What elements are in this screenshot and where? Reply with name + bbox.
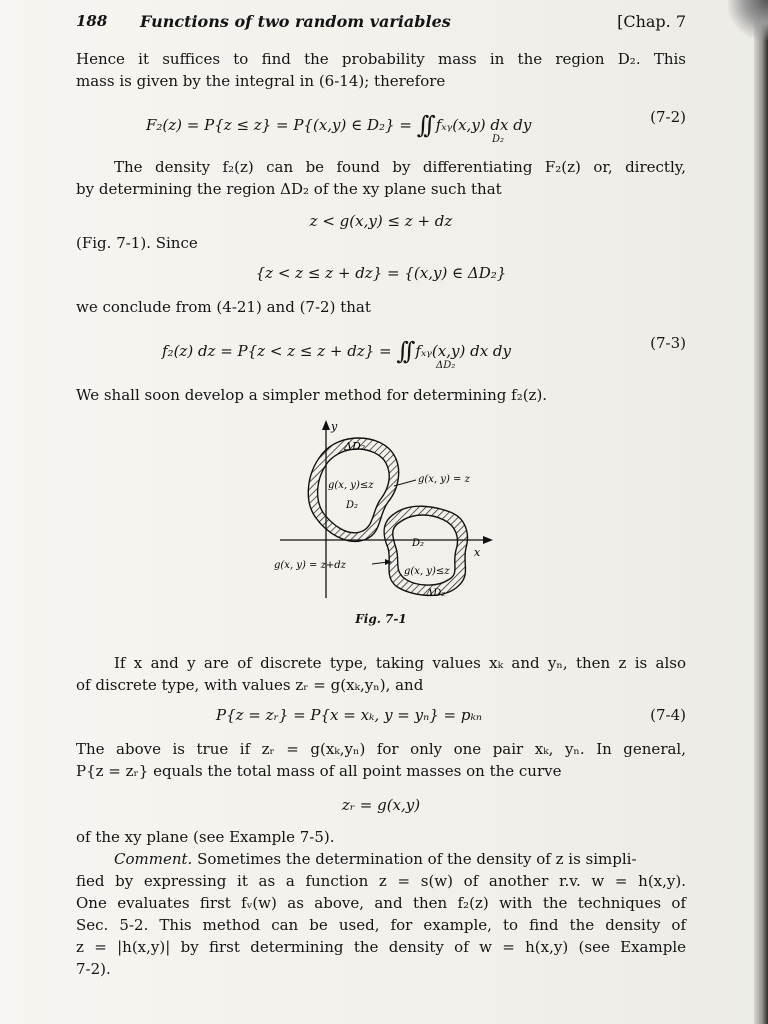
running-header <box>76 12 686 34</box>
text-line: of the xy plane (see Example 7-5). <box>76 828 335 846</box>
text-line: Hence it suffices to find the probability mass in the region D₂. This <box>76 50 686 68</box>
text-line: z = |h(x,y)| by first determining the density of w = h(x,y) (see Example <box>76 938 686 956</box>
y-axis-label: y <box>331 420 338 433</box>
text-line: One evaluates first fᵥ(w) as above, and then f₂(z) with the techniques of <box>76 894 686 912</box>
equation-text: P{z = zᵣ} = P{x = xₖ, y = yₙ} = pₖₙ <box>216 706 483 724</box>
equation-integrand: fₓᵧ(x,y) dx dy <box>435 116 532 134</box>
equation-7-3 <box>76 330 686 371</box>
text-line: 7-2). <box>76 960 111 978</box>
equation-number: (7-4) <box>650 706 686 724</box>
x-axis-label: x <box>474 546 481 559</box>
comment-label: Comment. <box>114 850 193 868</box>
x-axis-arrow <box>483 536 493 544</box>
text-line: of discrete type, with values zᵣ = g(xₖ,yₙ), and <box>76 676 424 694</box>
corner-shadow <box>728 0 768 40</box>
label-delta-dz-top: ΔD₂ <box>344 440 366 453</box>
label-dz-right: D₂ <box>412 538 425 549</box>
y-axis-arrow <box>322 420 330 430</box>
figure-7-1 <box>260 418 510 608</box>
figure-caption: Fig. 7-1 <box>355 612 407 626</box>
text-span: Sometimes the determination of the density of z is simpli- <box>197 850 637 868</box>
label-g-le-z-bottom: g(x, y)≤z <box>404 566 450 577</box>
text-line: We shall soon develop a simpler method for determining f₂(z). <box>76 386 548 404</box>
equation-event: {z < z ≤ z + dz} = {(x,y) ∈ ΔD₂} <box>255 264 507 282</box>
text-line: mass is given by the integral in (6-14); therefore <box>76 72 446 90</box>
region-ring-lower <box>384 506 467 595</box>
text-line: (Fig. 7-1). Since <box>76 234 198 252</box>
running-title: Functions of two random variables <box>140 12 451 31</box>
page-number: 188 <box>76 12 108 30</box>
equation-integrand: fₓᵧ(x,y) dx dy <box>415 342 511 360</box>
text-line: If x and y are of discrete type, taking values xₖ and yₙ, then z is also <box>114 654 686 672</box>
equation-lhs: F₂(z) = P{z ≤ z} = P{(x,y) ∈ D₂} = <box>146 116 417 134</box>
text-line: by determining the region ΔD₂ of the xy plane such that <box>76 180 502 198</box>
equation-number: (7-2) <box>650 108 686 126</box>
equation-lhs: f₂(z) dz = P{z < z ≤ z + dz} = <box>162 342 397 360</box>
double-integral-sign: ∫∫ <box>396 337 410 365</box>
label-g-eq-z-plus-dz: g(x, y) = z+dz <box>274 560 346 571</box>
integral-region: ΔD₂ <box>436 360 456 371</box>
text-line: fied by expressing it as a function z = s(w) of another r.v. w = h(x,y). <box>76 872 686 890</box>
double-integral-sign: ∫∫ <box>416 111 430 139</box>
chapter-label: [Chap. 7 <box>617 12 686 31</box>
label-g-eq-z: g(x, y) = z <box>418 474 470 485</box>
text-line: P{z = zᵣ} equals the total mass of all point masses on the curve <box>76 762 562 780</box>
text-line: Sec. 5-2. This method can be used, for example, to find the density of <box>76 916 686 934</box>
comment-line <box>76 850 686 868</box>
label-dz-top: D₂ <box>346 500 359 511</box>
equation-7-4 <box>76 702 686 738</box>
text-line: we conclude from (4-21) and (7-2) that <box>76 298 371 316</box>
integral-region: D₂ <box>492 134 505 145</box>
equation-7-2 <box>76 104 686 145</box>
label-g-le-z-top: g(x, y)≤z <box>328 480 374 491</box>
equation-region: z < g(x,y) ≤ z + dz <box>309 212 453 230</box>
text-line: The above is true if zᵣ = g(xₖ,yₙ) for only one pair xₖ, yₙ. In general, <box>76 740 686 758</box>
book-spine-shadow <box>754 0 768 1024</box>
equation-curve: zᵣ = g(x,y) <box>341 796 421 814</box>
text-line: The density f₂(z) can be found by differentiating F₂(z) or, directly, <box>114 158 686 176</box>
label-delta-dz-bottom: ΔD₂ <box>426 588 446 599</box>
equation-number: (7-3) <box>650 334 686 352</box>
